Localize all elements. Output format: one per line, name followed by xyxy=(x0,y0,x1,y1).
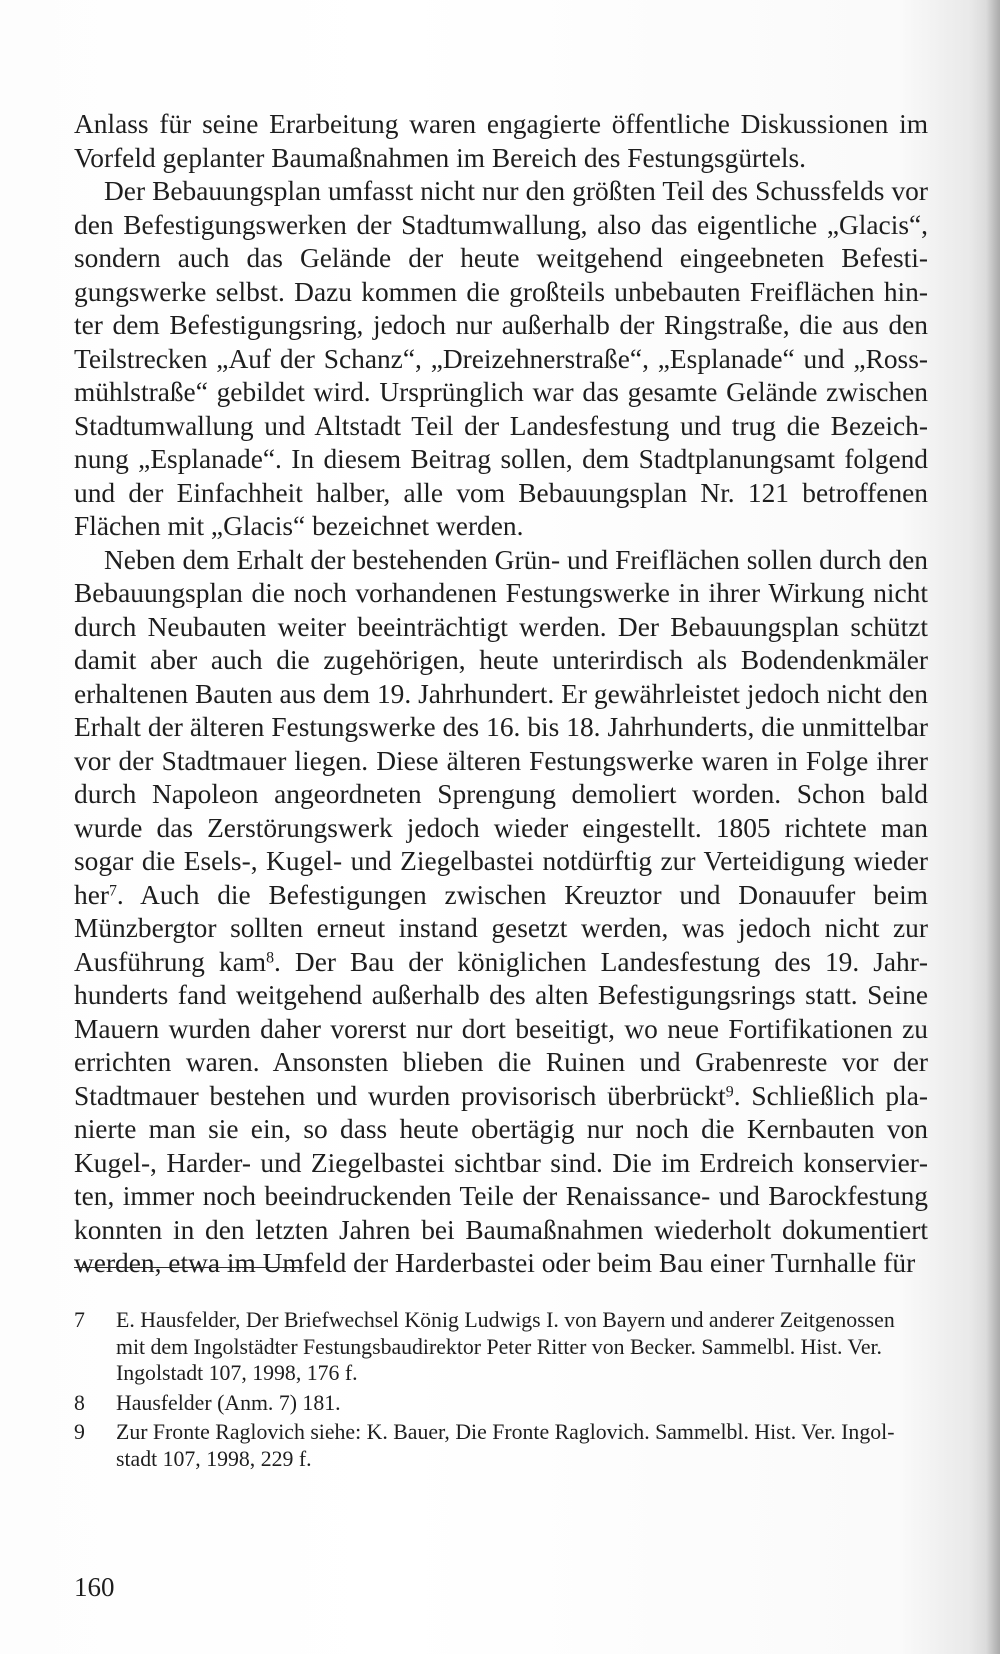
paragraph-3-part-4: . Schließlich planierte man sie ein, so dass heute obertägig nur noch die Kernbauten von Kugel-, Harder- und Ziegelbastei sichtbar sind. Die im Erdreich konservierten, immer noch beeindruckenden Teile der Renaissance- und Barockfestung konnten in den letzten Jahren bei Baumaßnahmen wiederholt dokumentiert werden, etwa im Umfeld der Harderbastei oder beim Bau einer Turnhalle für xyxy=(74,1080,928,1278)
footnote-number: 7 xyxy=(74,1308,85,1332)
footnote-ref-8[interactable]: 8 xyxy=(266,948,275,966)
footnote-9 xyxy=(74,1419,928,1472)
paragraph-3-part-1: Neben dem Erhalt der bestehenden Grün- und Freiflächen sollen durch den Bebauungsplan die noch vorhandenen Festungswerke in ihrer Wirkung nicht durch Neubauten weiter beeinträchtigt werden. Der Bebauungsplan schützt damit aber auch die zugehörigen, heute unterirdisch als Bodendenkmäler erhaltenen Bauten aus dem 19. Jahrhundert. Er gewährleistet jedoch nicht den Erhalt der älteren Festungswerke des 16. bis 18. Jahrhunderts, die unmittelbar vor der Stadtmauer liegen. Diese älteren Festungswerke waren in Folge ihrer durch Napoleon angeordneten Sprengung demoliert worden. Schon bald wurde das Zerstörungswerk jedoch wieder eingestellt. 1805 richtete man sogar die Esels-, Kugel- und Ziegelbastei notdürftig zur Verteidigung wieder her xyxy=(74,544,928,910)
page-number: 160 xyxy=(74,1572,115,1602)
paragraph-3-part-2: . Auch die Befestigungen zwischen Kreuztor und Donauufer beim Münzbergtor sollten erneut instand gesetzt werden, was jedoch nicht zur Ausführung kam xyxy=(74,879,928,977)
footnote-text: Zur Fronte Raglovich siehe: K. Bauer, Die Fronte Raglovich. Sammelbl. Hist. Ver. Ingolstadt 107, 1998, 229 f. xyxy=(116,1420,895,1471)
paragraph-2: Der Bebauungsplan umfasst nicht nur den größten Teil des Schussfelds vor den Befestigungswerken der Stadtumwallung, also das eigentliche „Glacis“, sondern auch das Gelände der heute weitgehend eingeebneten Befestigungswerke selbst. Dazu kommen die großteils unbebauten Freiflächen hinter dem Befestigungsring, jedoch nur außerhalb der Ringstraße, die aus den Teilstrecken „Auf der Schanz“, „Dreizehnerstraße“, „Esplanade“ und „Rossmühlstraße“ gebildet wird. Ursprünglich war das gesamte Gelände zwischen Stadtumwallung und Altstadt Teil der Landesfestung und trug die Bezeichnung „Esplanade“. In diesem Beitrag sollen, dem Stadtplanungsamt folgend und der Einfachheit halber, alle vom Bebauungsplan Nr. 121 betroffenen Flächen mit „Glacis“ bezeichnet werden. xyxy=(74,176,928,541)
footnote-number: 9 xyxy=(74,1420,85,1444)
paragraph-3 xyxy=(74,544,928,1281)
paragraph-3-part-3: . Der Bau der königlichen Landesfestung des 19. Jahrhunderts fand weitgehend außerhalb des alten Befestigungsrings statt. Seine Mauern wurden daher vorerst nur dort beseitigt, wo neue Fortifikationen zu errichten waren. Ansonsten blieben die Ruinen und Grabenreste vor der Stadtmauer bestehen und wurden provisorisch überbrückt xyxy=(74,946,928,1111)
footnote-ref-7[interactable]: 7 xyxy=(108,881,117,899)
footnotes xyxy=(74,1307,928,1475)
footnote-7 xyxy=(74,1307,928,1387)
footnote-8 xyxy=(74,1390,928,1417)
footnote-text: Hausfelder (Anm. 7) 181. xyxy=(116,1390,341,1415)
footnote-text: E. Hausfelder, Der Briefwechsel König Ludwigs I. von Bayern und anderer Zeitgenossen mit dem Ingolstädter Festungsbaudirektor Peter Ritter von Becker. Sammelbl. Hist. Ver. Ingolstadt 107, 1998, 176 f. xyxy=(116,1308,895,1385)
footnote-number: 8 xyxy=(74,1390,85,1415)
footnote-ref-9[interactable]: 9 xyxy=(725,1082,734,1100)
footnote-divider xyxy=(74,1267,304,1268)
paragraph-1: Anlass für seine Erarbeitung waren engagierte öffentliche Diskussionen im Vorfeld geplanter Baumaßnahmen im Bereich des Festungsgürtels. xyxy=(74,109,928,173)
page-gutter-shadow xyxy=(986,0,1000,1654)
main-text xyxy=(74,108,928,1281)
